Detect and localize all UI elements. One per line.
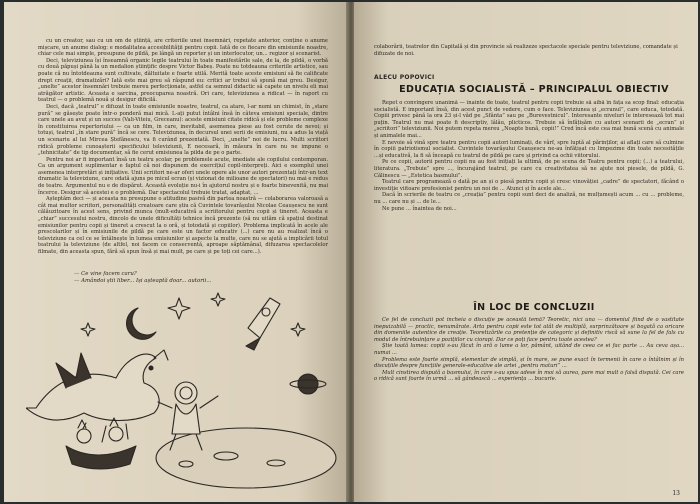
- left-page: [4, 2, 348, 502]
- right-paragraph: Teatrul care programează o dată pe an și o piesă pentru copii și cresc vinovăției „cadre” de spectatori, făcând o investiție viitoare profesionist pentru un noi de ... Atunci și în acele ale...: [374, 179, 684, 192]
- left-paragraph: Așteptăm deci — și aceasta nu presupune o atitudine pasivă din partea noastră — colaborarea valoroasă a cât mai multor scriitori, personalități creatoare care știu că Cuvintele tovarășului Nicolae Ceaușescu ne sunt călăuzitoare în acest sens, privind munca (mult-educativă a scriitorului pentru copii și tineret. Aceasta e „chiar” succesului nostru, dincolo de unele dificultăți tehnice încă prezente (să nu uităm că spațiul destinat emisiunilor pentru copii și tineret a crescut la o oră, și totodată și copiilor). Problema implicată în acele ale prescolarilor și în emisiunile de pildă pe care este un factor educativ (...) care nu au realizat încă o televiziune ca cel ce se întâlnește în lumea emisiunilor și aspecte la multe, care nu se ajută a implicării totul teatrului la televiziune (de altfel, noi facem ce consecventă, aproape săptămânal, difuzarea spectacolelor filmate, din aceasta spun, fără să spun însă și mai mult, pe care și pe toți cei care...).: [38, 196, 328, 255]
- right-page: [354, 2, 698, 502]
- book-spread: [4, 2, 698, 502]
- dragon-figure: [26, 350, 168, 442]
- planet-icon: [290, 374, 326, 394]
- star-icon: [291, 323, 305, 336]
- right-paragraph: Mult cinstirea dispută a basmului, în care s-au spus adese în moi să aurea, pare mai mult o falsă dispută. Cei care o ridică sunt foarte în urmă ... să gândească ... experiența ... bucurie.: [374, 369, 684, 383]
- star-icon: [168, 298, 190, 319]
- right-paragraph: Pe ce copii, autorii pentru copii nu au fost inițiați la ultimă, de pe scena de Teatru pentru copii; (...) a teatrului, literatura. „Trebuie” spre ..., încurajând teatrul, pe care cu creativitatea să ne ajute noi piesele, de pildă, G. Călinescu — „Estetica basmului”.: [374, 159, 684, 179]
- star-icon: [211, 293, 225, 306]
- left-paragraph: Deci, dacă „teatrul” e difuzat în toate emisiunile noastre, teatrul, ca atare, l-ar numi un chimist, în „stare pură” se găsește poate într-o ponderă mai mică. L-ați putut întâlni însă în câteva emisiuni speciale, dintre care unele au avut și un succes (Vali-Viteiu, Greceanu): aceste emisiuni citate ridică și ele probleme complexe în constituirea repertoriului — ca un film, in care, inevitabil, asemenea piese au fost cerute de nevoi; și totuși, teatrul „în stare pură” încă se cere. Televiziunea, în decursul unei serii de emisiuni, nu a adus la viață un scenariu al lui Mircea Ștefănescu, va fi curând prezentată. Deci, „unelte” noi de lucru. Multi scriitori ridică probleme cunoașterii specificului televiziunii, E necesară, în măsura în care nu ne impune o „tehnicitate” de tip documentar, să fie cerut emisiunea la pilda de pe o parte.: [38, 103, 328, 157]
- right-paragraph: Ne pune ... înaintea de noi...: [382, 205, 457, 212]
- children-figures: [66, 418, 136, 469]
- left-paragraph: cu un creator, sau cu un om de știință, are criteriile unei însemnări, repetate anterior, conține o anume mișcare, un anume dialog: e modalitatea accesibilității pentru copii. Iată de ce fiecare din emisiunile noastre, chiar cele mai simple, presupune de pildă, pe lângă un reporter și un interlocutor, un... regizor și scenarist.: [38, 38, 328, 58]
- moon-icon: [127, 308, 156, 339]
- right-paragraph: Dacă în scrierile de teatru ce „creația” pentru copii sunt deci de analiză, ne mulțumești acum ... cu ... probleme, nu ... care nu și ... de le...: [374, 192, 684, 205]
- left-column-text: [38, 38, 328, 260]
- rocket-icon: [246, 298, 280, 350]
- right-paragraph: Repet o convingere unanimă — înainte de toate, teatrul pentru copii trebuie să aibă în fața sa scop final: educația socialistă. E important însă, din acest punct de vedere, cum o face. Televiziunea și „ecranul”, care educa, totodată. Copiii privesc până la ora 23 și-l văd pe „Sfânta” sau pe „Burevestnicul”. Interesante niveluri le interesează tot mai puțin. Teatrul nu mai poate fi descriptiv, lâlâu, plicticos. Trebuie să înfățișăm cu autori scenarii de „ecran” și „scriitori” televiziunii. Noi putem repeta mereu „Noapte bună, copii!” Cred încă este cea mai bună scenă cu animale și animalele mai...: [374, 100, 684, 139]
- right-intro-text: colaborării, teatrelor din Capitală și din provincie să realizeze spectacole speciale pentru televiziune, comandate și difuzate de noi.: [374, 44, 678, 57]
- section-title-conclusions: ÎN LOC DE CONCLUZII: [473, 302, 595, 313]
- caption-line-2: — Amândoi știi liber... Iși așteaptă doar... autorii...: [74, 278, 212, 284]
- left-paragraph: Pentru noi ar fi important însă un teatru școlar, pe problemele acute, imediate ale copilului contemporan. Ca un argument suplimentar e faptul că noi dispunem de exercițiul copil-interpreți. Aici e exemplul unei asemenea interpretări și inițiative. Unii scriitori ne-ar oferi unele opere ale unor autori prezentați într-un text dramatic la televiziune, care odată ajuns pe micul ecran (și vizionat de milioane de spectatori) nu mai e redus de teatre. Argumentul nu e de dispărut. Această evoluție nu-i în ajutorul nostru și e foarte binevenită, nu mai încerce. Desigur să acestei e o problemă. Dar spectacolul trebuie tratat, adaptat, ...: [38, 156, 328, 196]
- caption-line-1: — Ce vine facem caru?: [74, 271, 137, 277]
- right-section1-text: [374, 100, 684, 294]
- right-paragraph: Ce fel de concluzii pot încheia o discuție pe această temă? Teoretic, nici una — domeniul fiind de o vastitate inepuizabilă — practic, nenumărate. Arta pentru copii este tot atât de multiplă, surprinzătoare și bogată ca oricare din domeniile autentice de creație. Teoretizările ca pretenție de categoric și definitiv riscă să sune la fel de fals cu modul de întrebuințare a pozițiilor cu ciorapi. Dar ce poți face pentru toate acestea?: [374, 317, 684, 343]
- right-paragraph: E nevoie să vină spre teatru pentru copii autori luminați, de vârf, spre luptă al părinților, ai aflați care să culmine în copiii patriotismul socialist. Cuvintele tovarășului Ceaușescu ne-au înfățișat cu limpezime din toate necesitățile ...și educativă, la fi să înceapă cu teatrul de pildă pe care și privind ca ochii viitorului.: [374, 139, 684, 159]
- star-icon: [81, 323, 95, 336]
- author-name: ALECU POPOVICI: [374, 74, 435, 81]
- left-paragraph: Deci, televiziunea își înseamnă organic legile teatrului în toate manifestările sale, de la, de pildă, o vorbă cu două păpuși până la un medalion științific despre Victor Babeș. Poate nu totdeauna criteriile artistice, sau poate că nu întotdeauna sunt cultivate, dăltuitate e foarte utilă. Merită toate aceste emisiuni să fie calificate drept creații, dramatizări? Iată este mai greu să răspund eu: critici ar trebui să spună mai greu. Desigur, „unelte” acestor însemnări trebuie mereu perfecționate, astfel ca semnul didactic să capete un nivelu eli mai atrăgător artistic. Aceasta e sarcina, preocuparea noastră. Ori care, televiziunea a ridicat — în raport cu teatrul — o problemă nouă și desigur dificilă.: [38, 57, 328, 104]
- right-section2-text: [374, 317, 684, 475]
- right-paragraph: Știe toată lumea: copiii s-au făcut în ară o lume a lor, pământ, uitând de ceea ce ei fac parte ... Au ceva așa... numai ...: [374, 343, 684, 356]
- page-number: 13: [672, 490, 680, 497]
- planet-icon: [156, 428, 336, 488]
- space-cartoon-illustration: [26, 288, 338, 498]
- section-title-education: EDUCAȚIA SOCIALISTĂ – PRINCIPALUL OBIECTIV: [399, 84, 669, 95]
- right-paragraph: Problema este foarte simplă, elementar de simplă, și în mare, se pune exact în termenii în care o întâlnim și în discuțiile despre funcțiile generale-educative ale artei „pentru maturi” ...: [374, 356, 684, 370]
- illustration-caption: [74, 271, 334, 285]
